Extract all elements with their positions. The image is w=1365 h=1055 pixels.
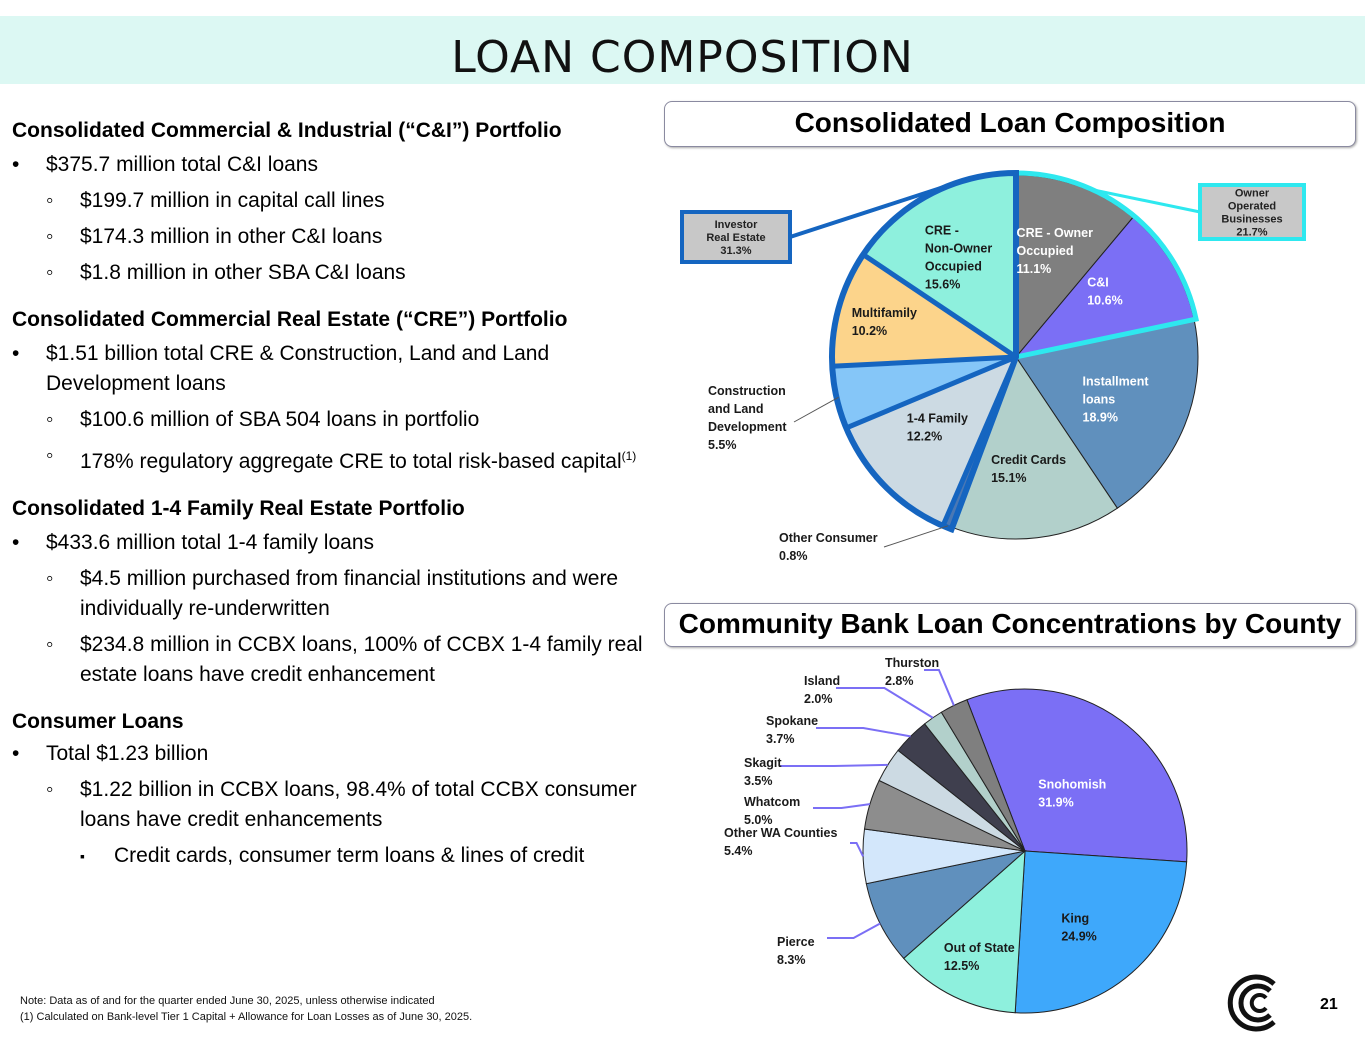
slice-label-construction-and-land-development: Construction and Land Development 5.5% bbox=[708, 384, 787, 452]
slice-label-out-of-state: Out of State 12.5% bbox=[943, 940, 1015, 973]
cre-ratio-text: 178% regulatory aggregate CRE to total risk-based capital bbox=[80, 450, 622, 473]
consumer-heading: Consumer Loans bbox=[12, 710, 184, 733]
pie-slice-king bbox=[1015, 851, 1186, 1013]
slice-label-pierce: Pierce 8.3% bbox=[777, 935, 815, 967]
slice-label-cre-non-owner-occupied: CRE -Non-Owner Occupied 15.6% bbox=[924, 223, 993, 292]
leader-line bbox=[813, 804, 870, 808]
family-purchased: ◦ $4.5 million purchased from financial institutions and were individually re-underwritten bbox=[12, 564, 672, 624]
slice-label-island: Island 2.0% bbox=[804, 674, 841, 706]
page-number: 21 bbox=[1320, 996, 1338, 1013]
consumer-products: ▪ Credit cards, consumer term loans & lines of credit bbox=[12, 841, 672, 871]
slice-label-credit-cards: Credit Cards 15.1% bbox=[991, 453, 1067, 486]
portfolio-summary bbox=[12, 116, 672, 871]
slice-label-1-4-family: 1-4 Family 12.2% bbox=[906, 411, 968, 444]
investor-real-estate-label: Investor Real Estate 31.3% bbox=[706, 219, 766, 257]
slice-label-skagit: Skagit 3.5% bbox=[744, 756, 782, 788]
leader-line bbox=[884, 526, 948, 547]
slice-label-spokane: Spokane 3.7% bbox=[766, 714, 819, 746]
consumer-ccbx: ◦ $1.22 billion in CCBX loans, 98.4% of total CCBX consumer loans have credit enhancements bbox=[12, 775, 672, 835]
leader-line bbox=[794, 397, 839, 422]
note-line-2: (1) Calculated on Bank-level Tier 1 Capital + Allowance for Loan Losses as of June 30, 2025. bbox=[20, 1011, 473, 1023]
company-logo bbox=[1226, 972, 1292, 1034]
leader-line bbox=[924, 670, 954, 705]
consumer-total: • Total $1.23 billion bbox=[12, 739, 672, 769]
slice-label-cre-owner-occupied: CRE - Owner Occupied 11.1% bbox=[1016, 225, 1093, 276]
cre-sba504: ◦ $100.6 million of SBA 504 loans in portfolio bbox=[12, 405, 672, 435]
county-pie-chart bbox=[664, 648, 1364, 1028]
cre-heading: Consolidated Commercial Real Estate (“CRE”) Portfolio bbox=[12, 308, 568, 331]
footnotes bbox=[20, 993, 472, 1025]
footnote-ref: (1) bbox=[621, 449, 637, 463]
ci-sba: ◦ $1.8 million in other SBA C&I loans bbox=[12, 258, 672, 288]
family-total: • $433.6 million total 1-4 family loans bbox=[12, 528, 672, 558]
loan-composition-pie-chart bbox=[664, 150, 1364, 590]
family-ccbx: ◦ $234.8 million in CCBX loans, 100% of CCBX 1-4 family real estate loans have credit enhancement bbox=[12, 630, 672, 690]
family-heading: Consolidated 1-4 Family Real Estate Portfolio bbox=[12, 497, 465, 520]
slice-label-other-wa-counties: Other WA Counties 5.4% bbox=[724, 826, 838, 858]
page-title: LOAN COMPOSITION bbox=[451, 32, 914, 83]
note-line-1: Note: Data as of and for the quarter ended June 30, 2025, unless otherwise indicated bbox=[20, 995, 435, 1007]
slice-label-snohomish: Snohomish 31.9% bbox=[1038, 777, 1107, 810]
owner-operated-businesses-label: Owner Operated Businesses 21.7% bbox=[1221, 187, 1283, 239]
ci-other: ◦ $174.3 million in other C&I loans bbox=[12, 222, 672, 252]
ci-heading: Consolidated Commercial & Industrial (“C&I”) Portfolio bbox=[12, 119, 562, 142]
leader-line bbox=[827, 923, 880, 938]
county-chart-title: Community Bank Loan Concentrations by County bbox=[664, 603, 1356, 647]
loan-composition-title: Consolidated Loan Composition bbox=[664, 101, 1356, 147]
cre-ratio bbox=[12, 441, 672, 477]
slice-label-installment-loans: Installment loans 18.9% bbox=[1082, 374, 1149, 425]
cre-total: • $1.51 billion total CRE & Construction, Land and Land Development loans bbox=[12, 339, 672, 399]
ci-total: • $375.7 million total C&I loans bbox=[12, 150, 672, 180]
slice-label-whatcom: Whatcom 5.0% bbox=[744, 795, 801, 827]
leader-line bbox=[816, 728, 911, 736]
leader-line bbox=[780, 765, 888, 766]
slice-label-other-consumer: Other Consumer 0.8% bbox=[779, 531, 878, 563]
leader-line bbox=[850, 843, 863, 856]
ci-capital-call: ◦ $199.7 million in capital call lines bbox=[12, 186, 672, 216]
slice-label-multifamily: Multifamily 10.2% bbox=[851, 306, 918, 339]
leader-line bbox=[836, 688, 933, 718]
slice-label-king: King 24.9% bbox=[1061, 911, 1097, 944]
slice-label-thurston: Thurston 2.8% bbox=[885, 656, 940, 688]
slice-label-candi: C&I 10.6% bbox=[1087, 275, 1123, 308]
